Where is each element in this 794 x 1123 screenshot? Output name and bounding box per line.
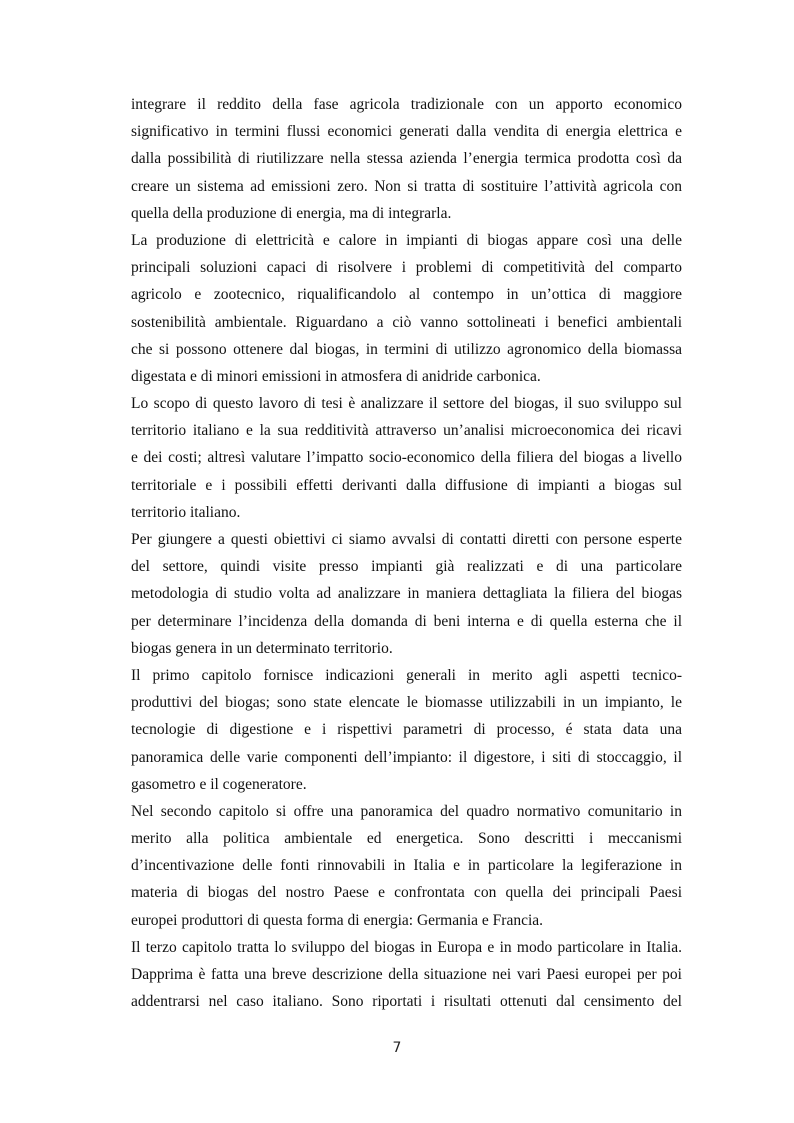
- text-line: del settore, quindi visite presso impianti già realizzati e di una particolare: [131, 558, 682, 576]
- text-line: tecnologie di digestione e i rispettivi parametri di processo, é stata data una: [131, 721, 682, 739]
- text-line: produttivi del biogas; sono state elencate le biomasse utilizzabili in un impianto, le: [131, 694, 682, 712]
- text-line: Lo scopo di questo lavoro di tesi è analizzare il settore del biogas, il suo sviluppo sul: [131, 395, 682, 413]
- text-line: gasometro e il cogeneratore.: [131, 775, 307, 793]
- text-line: Il primo capitolo fornisce indicazioni generali in merito agli aspetti tecnico-: [131, 666, 682, 684]
- paragraph: [131, 662, 682, 798]
- paragraph: [131, 91, 682, 227]
- text-line: digestata e di minori emissioni in atmosfera di anidride carbonica.: [131, 367, 541, 385]
- paragraph: [131, 798, 682, 934]
- text-line: addentrarsi nel caso italiano. Sono riportati i risultati ottenuti dal censimento del: [131, 993, 682, 1011]
- text-line: principali soluzioni capaci di risolvere i problemi di competitività del comparto: [131, 259, 682, 277]
- text-line: territoriale e i possibili effetti derivanti dalla diffusione di impianti a biogas sul: [131, 476, 682, 494]
- text-line: per determinare l’incidenza della domanda di beni interna e di quella esterna che il: [131, 612, 682, 630]
- text-line: biogas genera in un determinato territorio.: [131, 639, 393, 657]
- text-line: merito alla politica ambientale ed energetica. Sono descritti i meccanismi: [131, 830, 682, 848]
- paragraph: [131, 934, 682, 1016]
- paragraph: [131, 227, 682, 390]
- text-line: d’incentivazione delle fonti rinnovabili in Italia e in particolare la legiferazione in: [131, 857, 682, 875]
- text-line: integrare il reddito della fase agricola tradizionale con un apporto economico: [131, 96, 682, 113]
- page-number: 7: [392, 1040, 402, 1056]
- text-line: dalla possibilità di riutilizzare nella stessa azienda l’energia termica prodotta così da: [131, 150, 682, 168]
- text-line: territorio italiano.: [131, 503, 241, 521]
- text-line: agricolo e zootecnico, riqualificandolo al contempo in un’ottica di maggiore: [131, 286, 682, 304]
- paragraph: [131, 390, 682, 526]
- text-line: panoramica delle varie componenti dell’impianto: il digestore, i siti di stoccaggio, il: [131, 748, 682, 766]
- text-line: metodologia di studio volta ad analizzare in maniera dettagliata la filiera del biogas: [131, 585, 682, 603]
- text-line: sostenibilità ambientale. Riguardano a ciò vanno sottolineati i benefici ambientali: [131, 313, 682, 331]
- text-line: Nel secondo capitolo si offre una panoramica del quadro normativo comunitario in: [131, 802, 682, 820]
- text-line: Dapprima è fatta una breve descrizione della situazione nei vari Paesi europei per poi: [131, 966, 682, 983]
- text-line: e dei costi; altresì valutare l’impatto socio-economico della filiera del biogas a livello: [131, 449, 682, 467]
- text-line: La produzione di elettricità e calore in impianti di biogas appare così una delle: [131, 231, 682, 249]
- text-line: materia di biogas del nostro Paese e confrontata con quella dei principali Paesi: [131, 884, 682, 902]
- text-line: territorio italiano e la sua redditività attraverso un’analisi microeconomica dei ricavi: [131, 422, 682, 440]
- paragraph: [131, 526, 682, 662]
- text-line: quella della produzione di energia, ma di integrarla.: [131, 204, 452, 222]
- text-line: europei produttori di questa forma di energia: Germania e Francia.: [131, 911, 544, 929]
- text-line: significativo in termini flussi economici generati dalla vendita di energia elettrica e: [131, 123, 682, 141]
- text-line: Per giungere a questi obiettivi ci siamo avvalsi di contatti diretti con persone esperte: [131, 531, 682, 548]
- text-line: Il terzo capitolo tratta lo sviluppo del biogas in Europa e in modo particolare in Italia.: [131, 938, 682, 956]
- body-text: [131, 91, 682, 1015]
- text-line: creare un sistema ad emissioni zero. Non si tratta di sostituire l’attività agricola con: [131, 177, 682, 195]
- text-line: che si possono ottenere dal biogas, in termini di utilizzo agronomico della biomassa: [131, 340, 682, 358]
